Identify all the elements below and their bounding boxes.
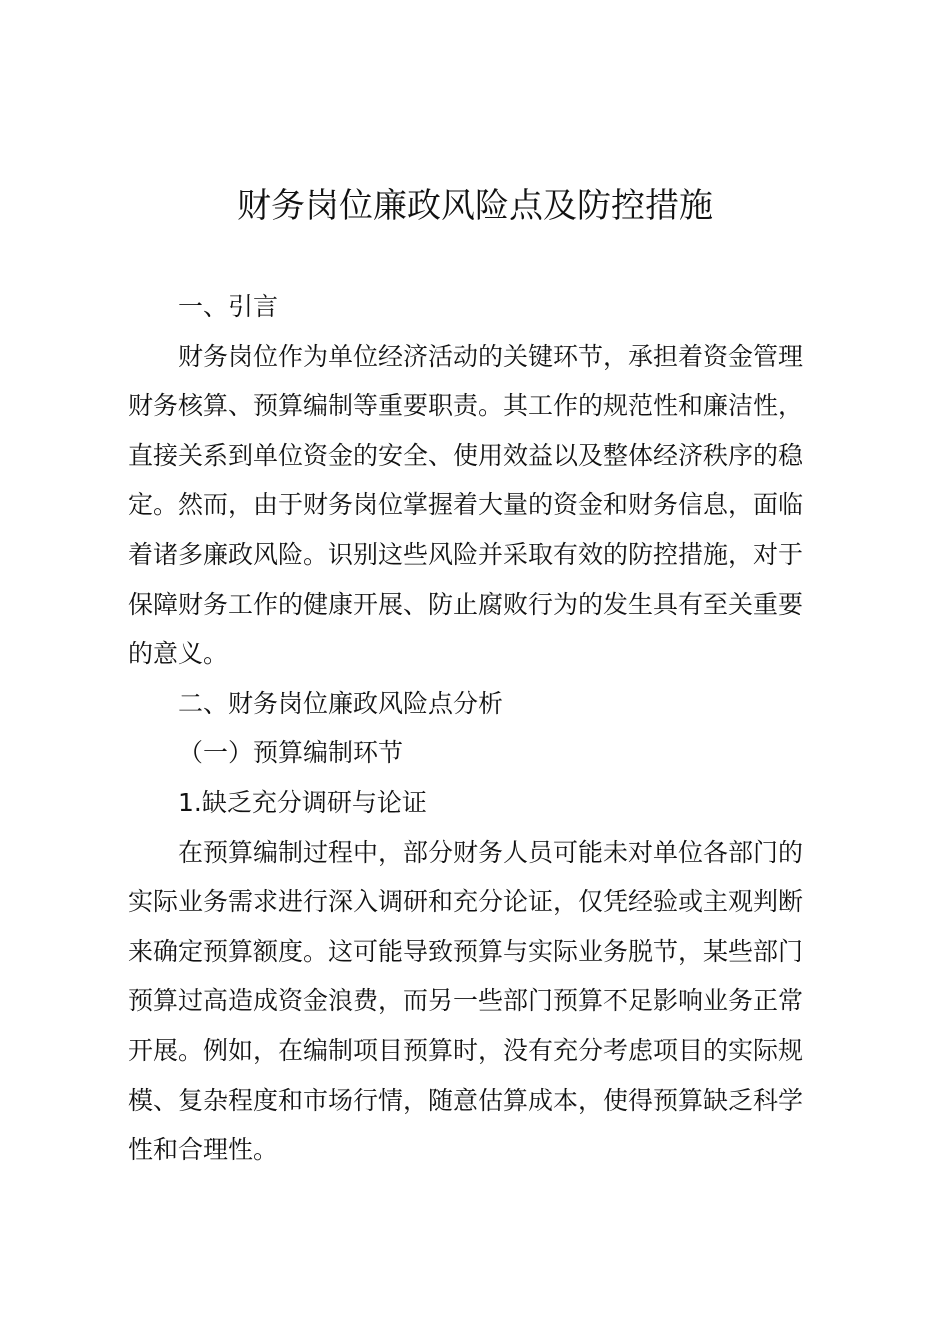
paragraph-line: 预算过高造成资金浪费，而另一些部门预算不足影响业务正常 bbox=[128, 986, 804, 1016]
paragraph-line: 模、复杂程度和市场行情，随意估算成本，使得预算缺乏科学 bbox=[128, 1085, 804, 1115]
paragraph-line: 来确定预算额度。这可能导致预算与实际业务脱节，某些部门 bbox=[128, 936, 804, 966]
section-heading-introduction: 一、引言 bbox=[178, 292, 279, 321]
paragraph-line: 在预算编制过程中，部分财务人员可能未对单位各部门的 bbox=[178, 837, 804, 867]
paragraph-line: 实际业务需求进行深入调研和充分论证，仅凭经验或主观判断 bbox=[128, 887, 804, 917]
document-body bbox=[128, 282, 834, 1175]
paragraph-line: 着诸多廉政风险。识别这些风险并采取有效的防控措施，对于 bbox=[128, 539, 804, 569]
document-title: 财务岗位廉政风险点及防控措施 bbox=[237, 186, 713, 226]
subsection-heading-budget: （一）预算编制环节 bbox=[178, 738, 404, 768]
paragraph-line: 财务岗位作为单位经济活动的关键环节，承担着资金管理 bbox=[178, 341, 804, 371]
paragraph-line: 财务核算、预算编制等重要职责。其工作的规范性和廉洁性， bbox=[128, 391, 804, 421]
paragraph-line: 定。然而，由于财务岗位掌握着大量的资金和财务信息，面临 bbox=[128, 490, 804, 520]
paragraph-line: 性和合理性。 bbox=[128, 1135, 279, 1165]
paragraph-line: 开展。例如，在编制项目预算时，没有充分考虑项目的实际规 bbox=[128, 1035, 804, 1065]
paragraph-line: 保障财务工作的健康开展、防止腐败行为的发生具有至关重要 bbox=[128, 589, 804, 619]
paragraph-line: 的意义。 bbox=[128, 639, 229, 669]
paragraph-line: 直接关系到单位资金的安全、使用效益以及整体经济秩序的稳 bbox=[128, 440, 804, 470]
section-heading-risk-analysis: 二、财务岗位廉政风险点分析 bbox=[178, 688, 504, 718]
item-heading-research: 1.缺乏充分调研与论证 bbox=[178, 787, 427, 817]
